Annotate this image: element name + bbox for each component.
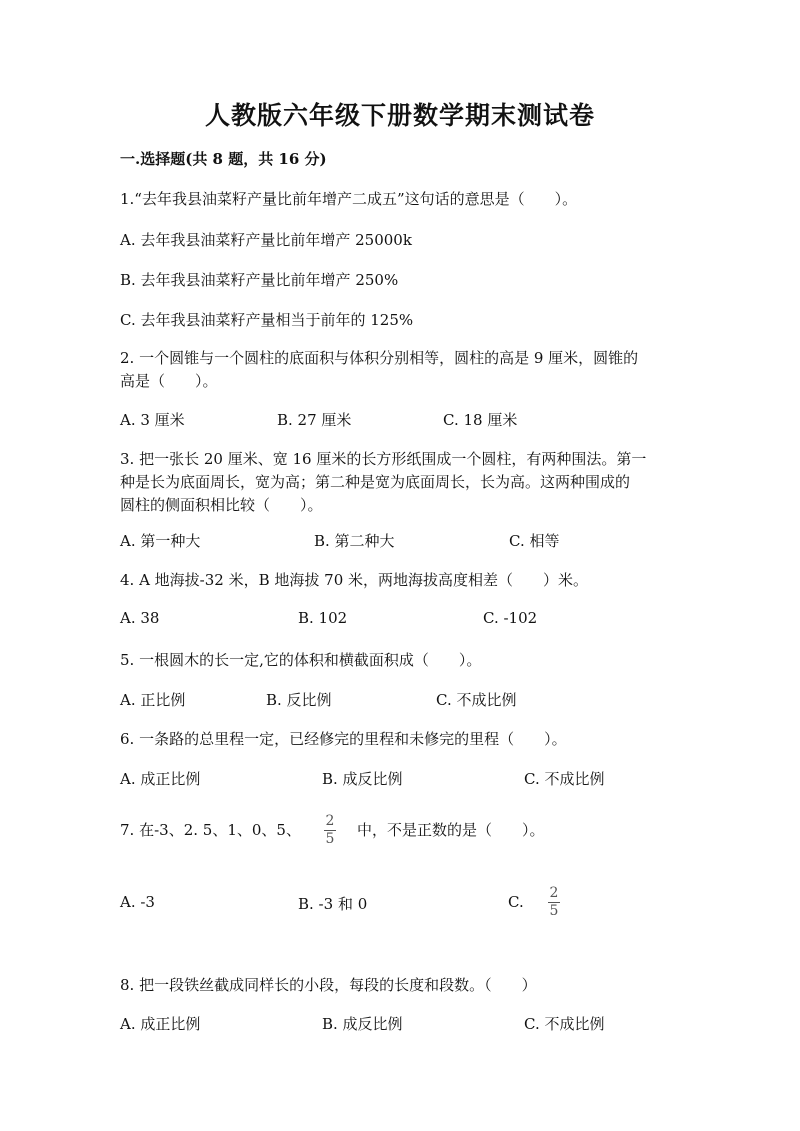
question-7-option-b: B. -3 和 0 (298, 895, 368, 913)
question-5-option-a: A. 正比例 (120, 691, 186, 709)
question-2-stem-line-2: 高是（ ）。 (120, 372, 218, 390)
question-7-stem-end: 中，不是正数的是（ ）。 (357, 821, 545, 839)
question-3-stem-line-2: 种是长为底面周长，宽为高；第二种是宽为底面周长，长为高。这两种围成的 (120, 473, 631, 491)
question-2-stem-line-1: 2. 一个圆锥与一个圆柱的底面积与体积分别相等，圆柱的高是 9 厘米，圆锥的 (120, 349, 639, 367)
question-3-option-c: C. 相等 (509, 532, 560, 550)
question-7-option-c: C. (508, 893, 524, 911)
question-2-option-c: C. 18 厘米 (443, 411, 518, 429)
question-2-option-a: A. 3 厘米 (120, 411, 185, 429)
question-1-option-a: A. 去年我县油菜籽产量比前年增产 25000k (120, 231, 412, 249)
section-heading: 一.选择题(共 8 题，共 16 分) (120, 150, 327, 168)
question-3-option-b: B. 第二种大 (314, 532, 395, 550)
question-6-option-a: A. 成正比例 (120, 770, 201, 788)
question-8-option-a: A. 成正比例 (120, 1015, 201, 1033)
question-3-stem-line-1: 3. 把一张长 20 厘米、宽 16 厘米的长方形纸围成一个圆柱，有两种围法。第一 (120, 450, 647, 468)
question-7-option-c-fraction (546, 885, 562, 920)
question-7-option-a: A. -3 (120, 893, 155, 911)
question-6-stem: 6. 一条路的总里程一定，已经修完的里程和未修完的里程（ ）。 (120, 730, 567, 748)
question-5-option-c: C. 不成比例 (436, 691, 517, 709)
question-6-option-b: B. 成反比例 (322, 770, 403, 788)
question-5-stem: 5. 一根圆木的长一定,它的体积和横截面积成（ ）。 (120, 651, 482, 669)
fraction-numerator: 2 (325, 813, 335, 829)
question-8-stem: 8. 把一段铁丝截成同样长的小段，每段的长度和段数。（ ） (120, 976, 537, 994)
question-3-option-a: A. 第一种大 (120, 532, 201, 550)
question-1-stem: 1.“去年我县油菜籽产量比前年增产二成五”这句话的意思是（ ）。 (120, 190, 578, 208)
question-5-option-b: B. 反比例 (266, 691, 332, 709)
page-title: 人教版六年级下册数学期末测试卷 (204, 101, 595, 130)
question-4-option-a: A. 38 (120, 609, 160, 627)
fraction-denominator: 5 (549, 903, 559, 919)
fraction-numerator: 2 (549, 885, 559, 901)
question-1-option-b: B. 去年我县油菜籽产量比前年增产 250% (120, 271, 399, 289)
question-4-option-b: B. 102 (298, 609, 348, 627)
fraction-denominator: 5 (325, 831, 335, 847)
question-4-option-c: C. -102 (483, 609, 538, 627)
question-7-stem-start: 7. 在-3、2. 5、1、0、5、 (120, 821, 301, 839)
question-8-option-c: C. 不成比例 (524, 1015, 605, 1033)
question-3-stem-line-3: 圆柱的侧面积相比较（ ）。 (120, 496, 323, 514)
question-8-option-b: B. 成反比例 (322, 1015, 403, 1033)
question-7-fraction (322, 813, 338, 848)
question-2-option-b: B. 27 厘米 (277, 411, 352, 429)
question-4-stem: 4. A 地海拔-32 米，B 地海拔 70 米，两地海拔高度相差（ ）米。 (120, 571, 589, 589)
question-1-option-c: C. 去年我县油菜籽产量相当于前年的 125% (120, 311, 414, 329)
question-6-option-c: C. 不成比例 (524, 770, 605, 788)
